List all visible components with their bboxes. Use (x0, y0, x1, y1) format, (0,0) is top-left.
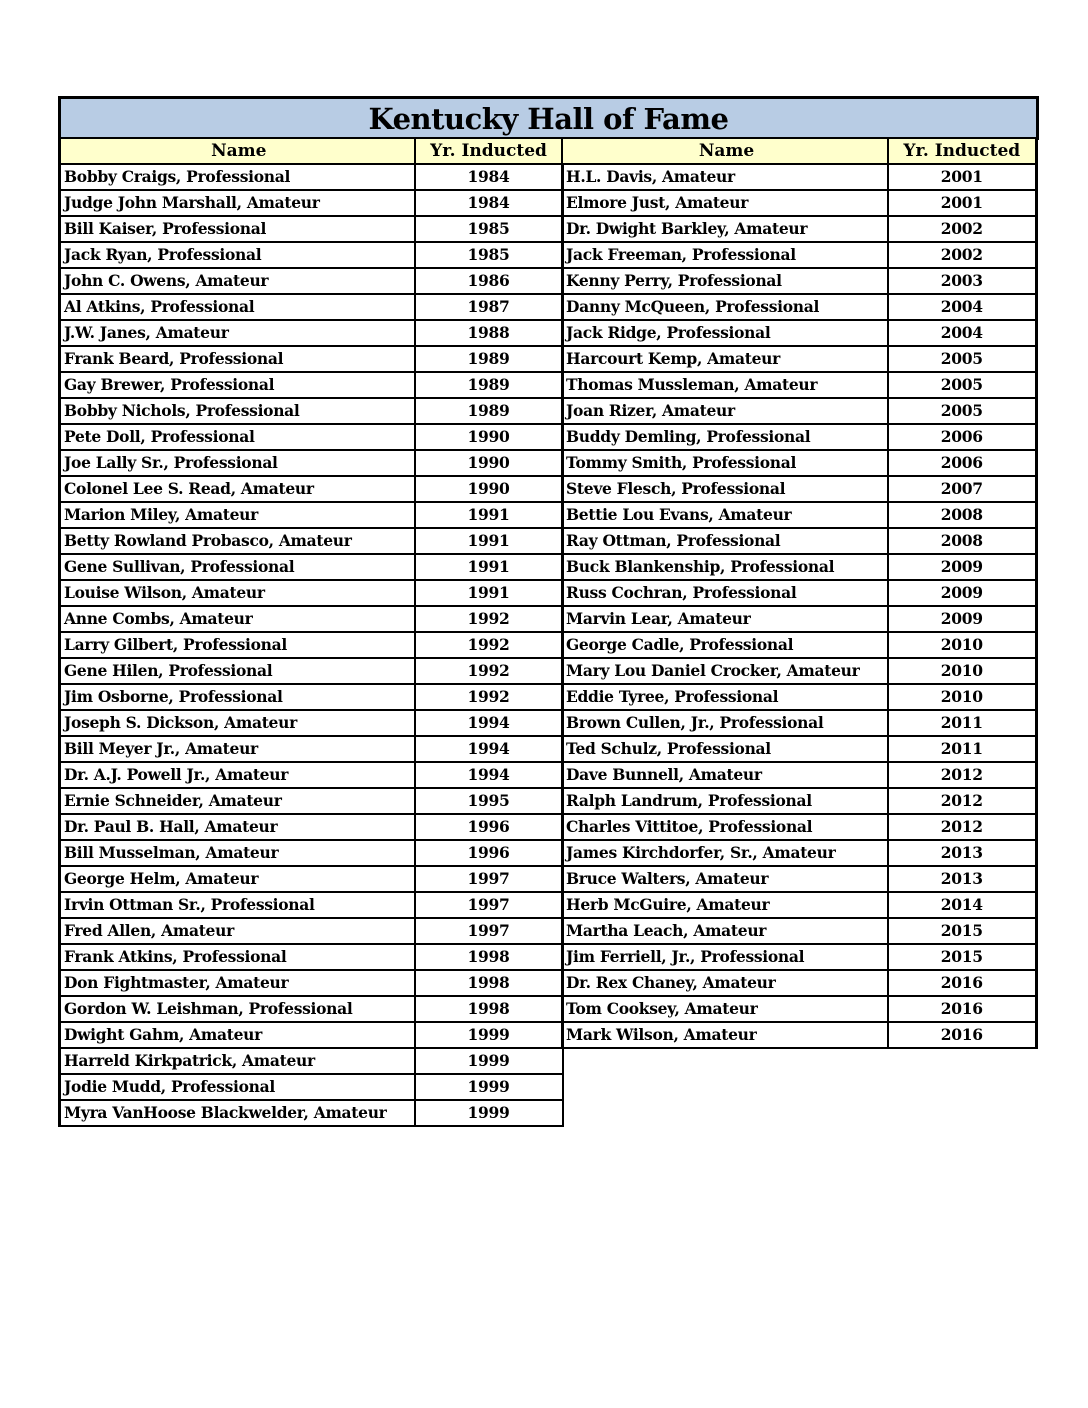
table-row (60, 762, 563, 788)
induction-year-cell: 2010 (888, 632, 1036, 658)
induction-year-cell: 1997 (415, 918, 563, 944)
table-row (562, 944, 1036, 970)
table-row (60, 476, 563, 502)
induction-year-cell: 1986 (415, 268, 563, 294)
induction-year-cell: 1991 (415, 580, 563, 606)
name-column-header: Name (562, 138, 888, 164)
inductee-name-cell: Gene Hilen, Professional (60, 658, 415, 684)
induction-year-cell: 1998 (415, 970, 563, 996)
table-row (562, 580, 1036, 606)
induction-year-cell: 2004 (888, 294, 1036, 320)
table-row (562, 242, 1036, 268)
induction-year-cell: 1992 (415, 684, 563, 710)
inductee-name-cell: Marion Miley, Amateur (60, 502, 415, 528)
table-row (562, 840, 1036, 866)
induction-year-cell: 1999 (415, 1022, 563, 1048)
left-table-body (60, 164, 563, 1126)
table-row (60, 814, 563, 840)
induction-year-cell: 1997 (415, 892, 563, 918)
inductee-name-cell: Don Fightmaster, Amateur (60, 970, 415, 996)
induction-year-cell: 2009 (888, 554, 1036, 580)
table-row (60, 710, 563, 736)
table-row (562, 346, 1036, 372)
inductee-name-cell: Tommy Smith, Professional (562, 450, 888, 476)
induction-year-cell: 1992 (415, 658, 563, 684)
table-row (60, 216, 563, 242)
table-row (562, 320, 1036, 346)
table-row (562, 554, 1036, 580)
induction-year-cell: 2015 (888, 918, 1036, 944)
inductee-name-cell: Irvin Ottman Sr., Professional (60, 892, 415, 918)
induction-year-cell: 1996 (415, 840, 563, 866)
inductee-name-cell: Herb McGuire, Amateur (562, 892, 888, 918)
inductee-name-cell: James Kirchdorfer, Sr., Amateur (562, 840, 888, 866)
table-row (60, 190, 563, 216)
table-row (562, 918, 1036, 944)
table-row (60, 606, 563, 632)
table-row (60, 1022, 563, 1048)
table-row (562, 190, 1036, 216)
inductee-name-cell: J.W. Janes, Amateur (60, 320, 415, 346)
inductee-name-cell: Bobby Nichols, Professional (60, 398, 415, 424)
induction-year-cell: 2001 (888, 190, 1036, 216)
induction-year-cell: 1998 (415, 996, 563, 1022)
table-row (60, 684, 563, 710)
table-row (562, 372, 1036, 398)
induction-year-cell: 1989 (415, 346, 563, 372)
inductee-name-cell: Joan Rizer, Amateur (562, 398, 888, 424)
table-row (60, 346, 563, 372)
table-row (60, 580, 563, 606)
inductee-name-cell: Ray Ottman, Professional (562, 528, 888, 554)
inductee-name-cell: Jack Freeman, Professional (562, 242, 888, 268)
induction-year-cell: 2012 (888, 814, 1036, 840)
table-row (562, 1022, 1036, 1048)
induction-year-cell: 1991 (415, 528, 563, 554)
inductee-name-cell: Anne Combs, Amateur (60, 606, 415, 632)
induction-year-cell: 2010 (888, 658, 1036, 684)
table-row (562, 892, 1036, 918)
induction-year-cell: 2003 (888, 268, 1036, 294)
table-row (60, 320, 563, 346)
name-column-header: Name (60, 138, 415, 164)
table-row (60, 840, 563, 866)
inductee-name-cell: Joe Lally Sr., Professional (60, 450, 415, 476)
induction-year-cell: 2005 (888, 398, 1036, 424)
table-row (60, 996, 563, 1022)
table-row (60, 788, 563, 814)
induction-year-cell: 1987 (415, 294, 563, 320)
induction-year-cell: 1989 (415, 372, 563, 398)
induction-year-cell: 2005 (888, 372, 1036, 398)
induction-year-cell: 2012 (888, 788, 1036, 814)
inductee-name-cell: Jack Ridge, Professional (562, 320, 888, 346)
inductee-name-cell: Dwight Gahm, Amateur (60, 1022, 415, 1048)
inductee-name-cell: Frank Beard, Professional (60, 346, 415, 372)
induction-year-cell: 1997 (415, 866, 563, 892)
induction-year-cell: 2009 (888, 606, 1036, 632)
inductee-name-cell: Al Atkins, Professional (60, 294, 415, 320)
inductee-name-cell: Buck Blankenship, Professional (562, 554, 888, 580)
inductee-name-cell: Jim Ferriell, Jr., Professional (562, 944, 888, 970)
inductee-name-cell: Dr. Paul B. Hall, Amateur (60, 814, 415, 840)
table-row (60, 944, 563, 970)
year-column-header: Yr. Inducted (415, 138, 563, 164)
table-row (562, 684, 1036, 710)
induction-year-cell: 2011 (888, 710, 1036, 736)
table-row (60, 1100, 563, 1126)
induction-year-cell: 1990 (415, 424, 563, 450)
table-row (60, 632, 563, 658)
inductee-name-cell: Dr. Rex Chaney, Amateur (562, 970, 888, 996)
induction-year-cell: 2014 (888, 892, 1036, 918)
induction-year-cell: 2010 (888, 684, 1036, 710)
induction-year-cell: 1984 (415, 190, 563, 216)
table-row (562, 294, 1036, 320)
inductee-name-cell: Frank Atkins, Professional (60, 944, 415, 970)
table-row (60, 372, 563, 398)
induction-year-cell: 2008 (888, 502, 1036, 528)
induction-year-cell: 2016 (888, 1022, 1036, 1048)
induction-year-cell: 2009 (888, 580, 1036, 606)
induction-year-cell: 2013 (888, 840, 1036, 866)
inductee-name-cell: Gene Sullivan, Professional (60, 554, 415, 580)
table-row (562, 502, 1036, 528)
table-row (60, 164, 563, 190)
inductee-name-cell: Russ Cochran, Professional (562, 580, 888, 606)
table-row (562, 710, 1036, 736)
induction-year-cell: 2011 (888, 736, 1036, 762)
induction-year-cell: 2016 (888, 970, 1036, 996)
inductee-name-cell: Louise Wilson, Amateur (60, 580, 415, 606)
inductee-name-cell: Harcourt Kemp, Amateur (562, 346, 888, 372)
induction-year-cell: 1990 (415, 476, 563, 502)
inductee-name-cell: Buddy Demling, Professional (562, 424, 888, 450)
induction-year-cell: 1990 (415, 450, 563, 476)
table-row (60, 554, 563, 580)
inductee-name-cell: Ralph Landrum, Professional (562, 788, 888, 814)
table-row (60, 528, 563, 554)
inductee-name-cell: Mary Lou Daniel Crocker, Amateur (562, 658, 888, 684)
table-row (562, 970, 1036, 996)
inductee-name-cell: Marvin Lear, Amateur (562, 606, 888, 632)
inductee-name-cell: Eddie Tyree, Professional (562, 684, 888, 710)
table-row (60, 970, 563, 996)
inductee-name-cell: Harreld Kirkpatrick, Amateur (60, 1048, 415, 1074)
table-row (562, 632, 1036, 658)
induction-year-cell: 2002 (888, 216, 1036, 242)
table-row (60, 294, 563, 320)
inductee-name-cell: Jodie Mudd, Professional (60, 1074, 415, 1100)
table-row (562, 996, 1036, 1022)
table-row (60, 892, 563, 918)
table-row (562, 658, 1036, 684)
inductee-name-cell: Martha Leach, Amateur (562, 918, 888, 944)
inductee-name-cell: Bill Meyer Jr., Amateur (60, 736, 415, 762)
inductee-name-cell: Bill Musselman, Amateur (60, 840, 415, 866)
induction-year-cell: 1995 (415, 788, 563, 814)
inductee-name-cell: Ernie Schneider, Amateur (60, 788, 415, 814)
table-row (60, 424, 563, 450)
induction-year-cell: 2013 (888, 866, 1036, 892)
inductee-name-cell: Mark Wilson, Amateur (562, 1022, 888, 1048)
left-inductee-table (58, 137, 564, 1127)
table-row (60, 268, 563, 294)
inductee-name-cell: Judge John Marshall, Amateur (60, 190, 415, 216)
induction-year-cell: 1992 (415, 606, 563, 632)
inductee-name-cell: George Cadle, Professional (562, 632, 888, 658)
inductee-name-cell: George Helm, Amateur (60, 866, 415, 892)
right-inductee-table (561, 137, 1038, 1049)
induction-year-cell: 1998 (415, 944, 563, 970)
induction-year-cell: 1992 (415, 632, 563, 658)
induction-year-cell: 2015 (888, 944, 1036, 970)
induction-year-cell: 1985 (415, 242, 563, 268)
induction-year-cell: 2004 (888, 320, 1036, 346)
table-row (60, 502, 563, 528)
inductee-name-cell: Dr. A.J. Powell Jr., Amateur (60, 762, 415, 788)
induction-year-cell: 2002 (888, 242, 1036, 268)
inductee-name-cell: Tom Cooksey, Amateur (562, 996, 888, 1022)
table-row (562, 398, 1036, 424)
table-row (60, 398, 563, 424)
inductee-name-cell: Dave Bunnell, Amateur (562, 762, 888, 788)
inductee-name-cell: Bruce Walters, Amateur (562, 866, 888, 892)
induction-year-cell: 2016 (888, 996, 1036, 1022)
table-row (562, 216, 1036, 242)
table-row (60, 450, 563, 476)
inductee-name-cell: Myra VanHoose Blackwelder, Amateur (60, 1100, 415, 1126)
table-row (562, 476, 1036, 502)
table-row (60, 1048, 563, 1074)
table-row (562, 788, 1036, 814)
table-row (562, 814, 1036, 840)
header-row (562, 138, 1036, 164)
inductee-name-cell: Danny McQueen, Professional (562, 294, 888, 320)
induction-year-cell: 2006 (888, 424, 1036, 450)
inductee-name-cell: Charles Vittitoe, Professional (562, 814, 888, 840)
table-row (562, 528, 1036, 554)
inductee-name-cell: Bill Kaiser, Professional (60, 216, 415, 242)
inductee-name-cell: Kenny Perry, Professional (562, 268, 888, 294)
inductee-name-cell: Brown Cullen, Jr., Professional (562, 710, 888, 736)
inductee-name-cell: John C. Owens, Amateur (60, 268, 415, 294)
induction-year-cell: 1991 (415, 502, 563, 528)
inductee-name-cell: Betty Rowland Probasco, Amateur (60, 528, 415, 554)
inductee-name-cell: Bettie Lou Evans, Amateur (562, 502, 888, 528)
inductee-name-cell: H.L. Davis, Amateur (562, 164, 888, 190)
inductee-name-cell: Fred Allen, Amateur (60, 918, 415, 944)
table-row (562, 450, 1036, 476)
induction-year-cell: 2007 (888, 476, 1036, 502)
table-row (562, 606, 1036, 632)
table-row (562, 762, 1036, 788)
induction-year-cell: 2005 (888, 346, 1036, 372)
induction-year-cell: 1999 (415, 1100, 563, 1126)
induction-year-cell: 1996 (415, 814, 563, 840)
table-row (60, 1074, 563, 1100)
inductee-name-cell: Joseph S. Dickson, Amateur (60, 710, 415, 736)
table-row (60, 658, 563, 684)
table-title-bar (58, 96, 1039, 140)
right-table-body (562, 164, 1036, 1048)
inductee-name-cell: Jim Osborne, Professional (60, 684, 415, 710)
table-row (562, 736, 1036, 762)
table-row (60, 242, 563, 268)
page-title: Kentucky Hall of Fame (368, 101, 729, 136)
table-row (60, 866, 563, 892)
induction-year-cell: 2012 (888, 762, 1036, 788)
table-row (562, 866, 1036, 892)
inductee-name-cell: Jack Ryan, Professional (60, 242, 415, 268)
inductee-name-cell: Larry Gilbert, Professional (60, 632, 415, 658)
inductee-name-cell: Ted Schulz, Professional (562, 736, 888, 762)
inductee-name-cell: Colonel Lee S. Read, Amateur (60, 476, 415, 502)
header-row (60, 138, 563, 164)
inductee-name-cell: Thomas Mussleman, Amateur (562, 372, 888, 398)
induction-year-cell: 1999 (415, 1048, 563, 1074)
induction-year-cell: 2006 (888, 450, 1036, 476)
inductee-name-cell: Steve Flesch, Professional (562, 476, 888, 502)
table-row (562, 424, 1036, 450)
inductee-name-cell: Gay Brewer, Professional (60, 372, 415, 398)
induction-year-cell: 1991 (415, 554, 563, 580)
table-row (562, 164, 1036, 190)
table-row (60, 736, 563, 762)
induction-year-cell: 1988 (415, 320, 563, 346)
induction-year-cell: 2001 (888, 164, 1036, 190)
table-row (562, 268, 1036, 294)
induction-year-cell: 1994 (415, 762, 563, 788)
induction-year-cell: 1999 (415, 1074, 563, 1100)
inductee-name-cell: Pete Doll, Professional (60, 424, 415, 450)
inductee-name-cell: Gordon W. Leishman, Professional (60, 996, 415, 1022)
inductee-name-cell: Dr. Dwight Barkley, Amateur (562, 216, 888, 242)
induction-year-cell: 2008 (888, 528, 1036, 554)
induction-year-cell: 1994 (415, 710, 563, 736)
table-row (60, 918, 563, 944)
inductee-name-cell: Elmore Just, Amateur (562, 190, 888, 216)
induction-year-cell: 1985 (415, 216, 563, 242)
inductee-name-cell: Bobby Craigs, Professional (60, 164, 415, 190)
induction-year-cell: 1984 (415, 164, 563, 190)
year-column-header: Yr. Inducted (888, 138, 1036, 164)
induction-year-cell: 1989 (415, 398, 563, 424)
induction-year-cell: 1994 (415, 736, 563, 762)
